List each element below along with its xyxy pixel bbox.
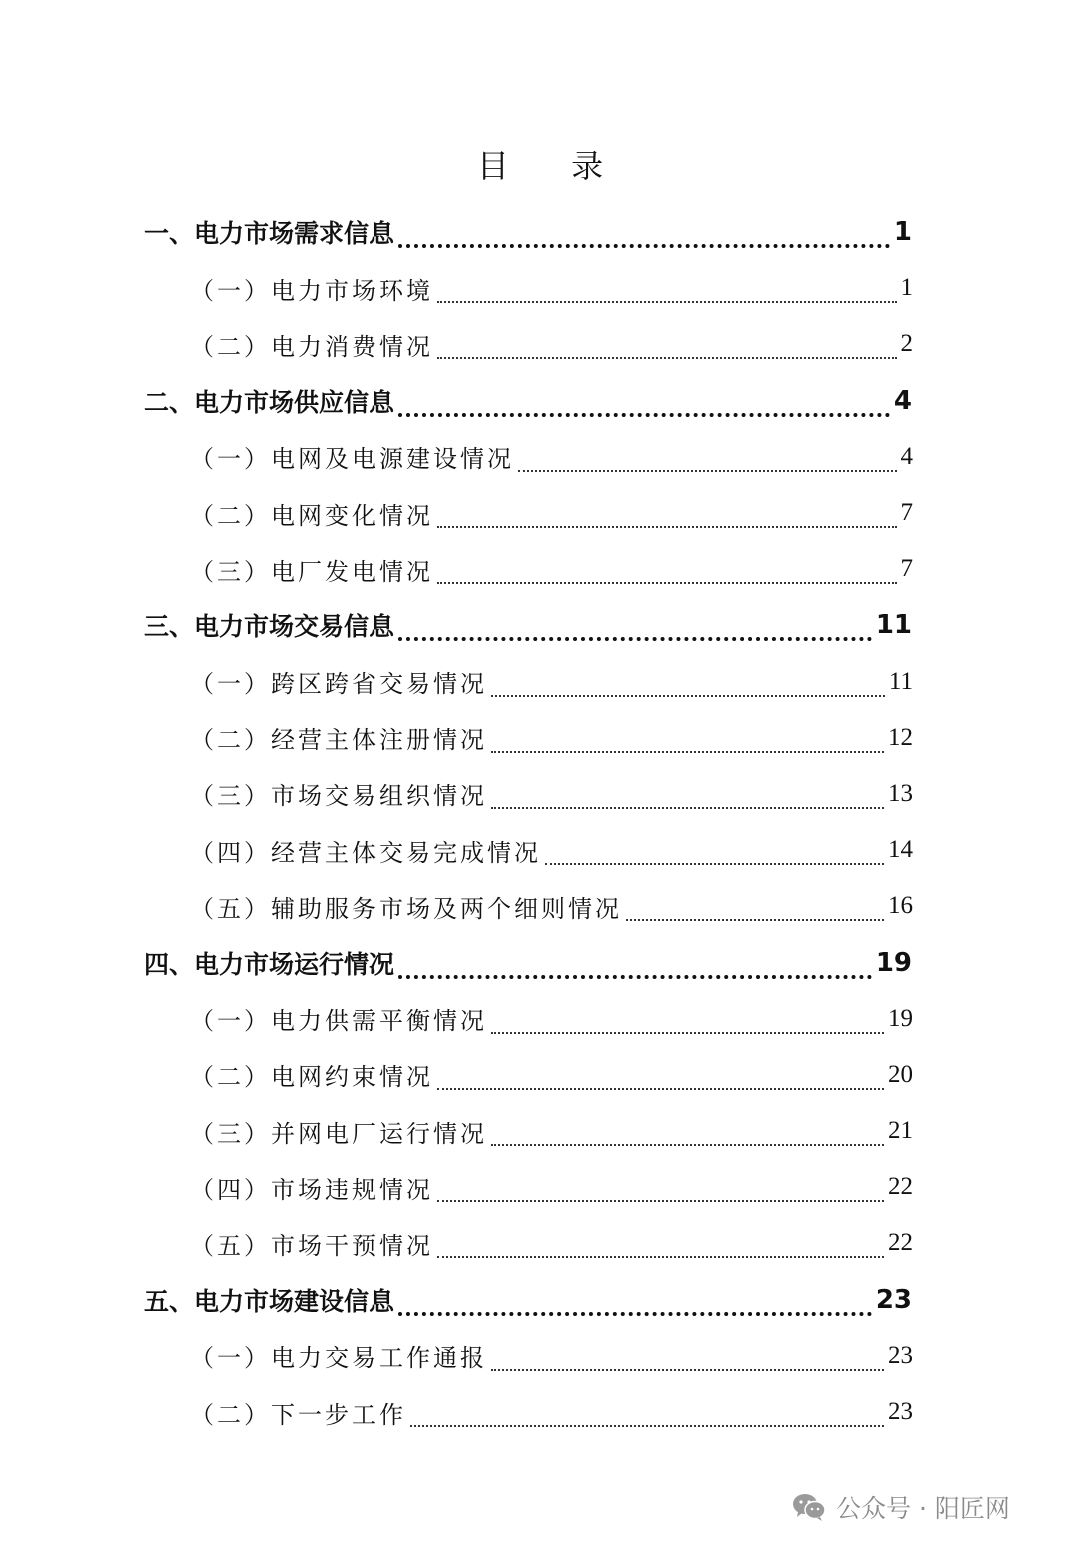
toc-page-number: 20	[888, 1060, 913, 1088]
toc-dot-leader	[398, 621, 872, 641]
toc-dot-leader	[491, 1128, 884, 1146]
toc-page-number: 23	[888, 1341, 913, 1369]
toc-section-entry	[0, 710, 913, 766]
toc-section-entry	[0, 541, 913, 597]
toc-dot-leader	[437, 341, 897, 359]
toc-page-number: 11	[888, 667, 913, 695]
toc-entry-label: （一）电力供需平衡情况	[190, 1007, 487, 1036]
toc-page-number: 23	[888, 1398, 913, 1426]
toc-entry-label: 四、电力市场运行情况	[144, 949, 395, 979]
toc-chapter-entry	[0, 1272, 912, 1328]
toc-section-entry	[0, 878, 913, 934]
toc-dot-leader	[398, 397, 890, 417]
toc-entry-label: 二、电力市场供应信息	[144, 387, 395, 417]
toc-entry-label: （四）市场违规情况	[190, 1175, 433, 1204]
toc-section-entry	[0, 1215, 913, 1271]
toc-dot-leader	[437, 510, 897, 528]
toc-page-number: 4	[900, 442, 913, 470]
toc-dot-leader	[491, 679, 885, 697]
toc-dot-leader	[437, 285, 897, 303]
toc-section-entry	[0, 1328, 913, 1384]
toc-section-entry	[0, 822, 913, 878]
toc-dot-leader	[491, 1016, 884, 1034]
toc-entry-label: （三）电厂发电情况	[190, 557, 433, 586]
toc-section-entry	[0, 991, 913, 1047]
watermark-text: 公众号 · 阳匠网	[836, 1494, 1010, 1523]
toc-section-entry	[0, 766, 913, 822]
toc-page-number: 11	[875, 610, 912, 641]
toc-section-entry	[0, 1384, 913, 1440]
toc-dot-leader	[545, 847, 884, 865]
toc-section-entry	[0, 1103, 913, 1159]
toc-dot-leader	[437, 1240, 884, 1258]
toc-section-entry	[0, 316, 913, 372]
toc-dot-leader	[398, 1296, 872, 1316]
toc-chapter-entry	[0, 373, 912, 429]
toc-entry-label: （二）电力消费情况	[190, 332, 433, 361]
toc-entry-label: （一）跨区跨省交易情况	[190, 670, 487, 699]
toc-chapter-entry	[0, 934, 912, 990]
toc-section-entry	[0, 429, 913, 485]
toc-entry-label: 一、电力市场需求信息	[144, 219, 395, 249]
toc-entry-label: （四）经营主体交易完成情况	[190, 838, 541, 867]
toc-dot-leader	[491, 735, 884, 753]
toc-chapter-entry	[0, 597, 912, 653]
toc-dot-leader	[410, 1409, 884, 1427]
toc-entry-label: （五）辅助服务市场及两个细则情况	[190, 894, 622, 923]
toc-dot-leader	[626, 903, 884, 921]
toc-page-number: 22	[888, 1173, 913, 1201]
toc-entry-label: （二）电网约束情况	[190, 1063, 433, 1092]
toc-entry-label: （二）电网变化情况	[190, 501, 433, 530]
wechat-icon	[792, 1492, 826, 1522]
toc-section-entry	[0, 1159, 913, 1215]
toc-dot-leader	[437, 566, 897, 584]
toc-page-number: 7	[900, 499, 913, 527]
toc-page-number: 14	[888, 836, 913, 864]
toc-page-number: 16	[888, 892, 913, 920]
toc-dot-leader	[437, 1184, 884, 1202]
toc-dot-leader	[518, 454, 897, 472]
toc-page-number: 13	[888, 779, 913, 807]
page-title: 目 录	[476, 147, 630, 185]
toc-entry-label: （二）经营主体注册情况	[190, 726, 487, 755]
toc-page-number: 21	[888, 1117, 913, 1145]
toc-dot-leader	[437, 1072, 884, 1090]
toc-entry-label: （一）电网及电源建设情况	[190, 445, 514, 474]
toc-page-number: 1	[893, 217, 912, 248]
toc-dot-leader	[491, 791, 884, 809]
toc-dot-leader	[491, 1353, 884, 1371]
toc-entry-label: （二）下一步工作	[190, 1400, 406, 1429]
toc-entry-label: 五、电力市场建设信息	[144, 1286, 395, 1316]
watermark	[792, 1485, 1010, 1529]
toc-page-number: 4	[893, 385, 912, 416]
toc-section-entry	[0, 260, 913, 316]
toc-entry-label: （一）电力交易工作通报	[190, 1344, 487, 1373]
toc-entry-label: （三）市场交易组织情况	[190, 782, 487, 811]
toc-entry-label: （三）并网电厂运行情况	[190, 1119, 487, 1148]
toc-entry-label: （一）电力市场环境	[190, 276, 433, 305]
toc-chapter-entry	[0, 204, 912, 260]
toc-page-number: 1	[900, 274, 913, 302]
toc-section-entry	[0, 654, 913, 710]
toc-dot-leader	[398, 228, 890, 248]
toc-dot-leader	[398, 959, 872, 979]
toc-page-number: 19	[888, 1004, 913, 1032]
toc-page-number: 22	[888, 1229, 913, 1257]
toc-page-number: 12	[888, 723, 913, 751]
toc-entry-label: 三、电力市场交易信息	[144, 612, 395, 642]
toc-section-entry	[0, 485, 913, 541]
toc-entry-label: （五）市场干预情况	[190, 1231, 433, 1260]
toc-page-number: 23	[875, 1284, 912, 1315]
toc-page-number: 2	[900, 330, 913, 358]
table-of-contents	[0, 204, 1080, 1440]
toc-page-number: 19	[875, 947, 912, 978]
toc-page-number: 7	[900, 555, 913, 583]
toc-section-entry	[0, 1047, 913, 1103]
